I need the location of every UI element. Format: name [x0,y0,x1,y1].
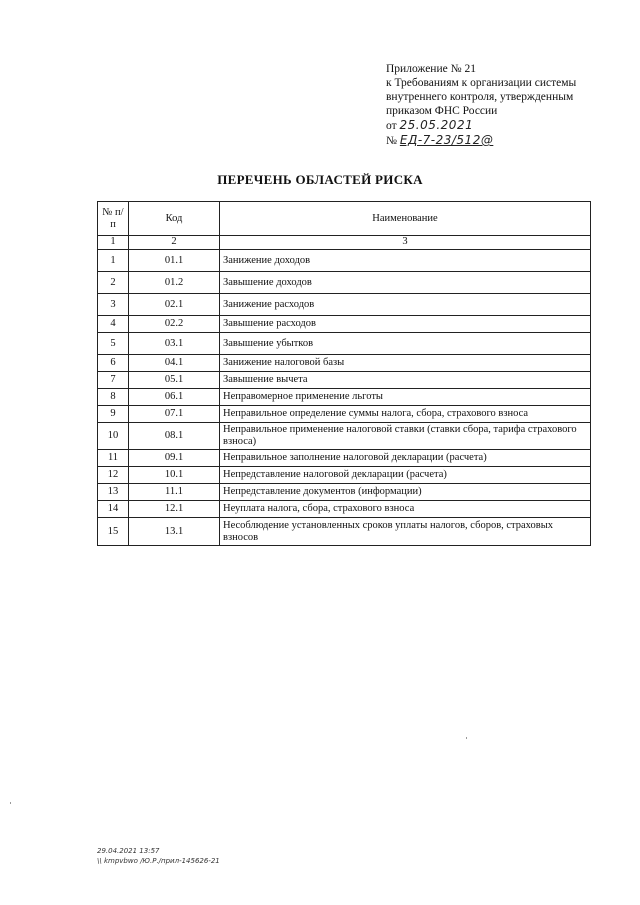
header-index: № п/п [98,202,129,236]
appendix-number: Приложение № 21 [386,63,476,75]
table-row [98,406,591,423]
row-name: Завышение убытков [220,333,591,355]
row-index: 7 [98,372,129,389]
row-name: Завышение доходов [220,272,591,294]
table-row [98,484,591,501]
footer-file: \\ kmpvbwo /Ю.Р./прил-145626-21 [97,857,220,865]
row-index: 10 [98,423,129,450]
table-row [98,501,591,518]
row-name: Непредставление документов (информации) [220,484,591,501]
row-name: Непредставление налоговой декларации (расчета) [220,467,591,484]
row-index: 3 [98,294,129,316]
order-date-line [386,118,616,133]
row-code: 02.2 [129,316,220,333]
table-row [98,333,591,355]
row-code: 03.1 [129,333,220,355]
row-name: Занижение доходов [220,250,591,272]
order-number-line [386,133,616,148]
column-number: 2 [129,236,220,250]
order-number-handwritten: ЕД-7-23/512@ [399,133,494,147]
table-row [98,272,591,294]
row-name: Неправильное применение налоговой ставки (ставки сбора, тарифа страхового взноса) [220,423,591,450]
row-code: 08.1 [129,423,220,450]
footer [97,846,220,866]
table-row [98,518,591,546]
row-code: 01.1 [129,250,220,272]
order-date-label: от [386,120,397,132]
appendix-header [386,62,616,148]
row-code: 06.1 [129,389,220,406]
row-index: 5 [98,333,129,355]
table-row [98,389,591,406]
row-code: 13.1 [129,518,220,546]
row-code: 07.1 [129,406,220,423]
row-name: Завышение расходов [220,316,591,333]
row-code: 09.1 [129,450,220,467]
row-index: 2 [98,272,129,294]
row-index: 1 [98,250,129,272]
row-name: Неправильное определение суммы налога, сбора, страхового взноса [220,406,591,423]
row-code: 11.1 [129,484,220,501]
table-row [98,450,591,467]
scan-speck [10,802,11,804]
appendix-reference-cont: внутреннего контроля, утвержденным [386,91,574,103]
row-name: Неправомерное применение льготы [220,389,591,406]
row-index: 14 [98,501,129,518]
header-code: Код [129,202,220,236]
header-name: Наименование [220,202,591,236]
row-index: 11 [98,450,129,467]
row-code: 04.1 [129,355,220,372]
order-number-label: № [386,135,397,147]
page-title: ПЕРЕЧЕНЬ ОБЛАСТЕЙ РИСКА [217,172,423,187]
row-code: 12.1 [129,501,220,518]
scan-speck [466,737,467,739]
row-name: Занижение налоговой базы [220,355,591,372]
row-name: Завышение вычета [220,372,591,389]
row-index: 9 [98,406,129,423]
row-index: 12 [98,467,129,484]
row-code: 05.1 [129,372,220,389]
risk-areas-table [97,201,591,546]
table-row [98,467,591,484]
column-number: 3 [220,236,591,250]
row-code: 10.1 [129,467,220,484]
table-row [98,423,591,450]
row-index: 6 [98,355,129,372]
row-name: Несоблюдение установленных сроков уплаты налогов, сборов, страховых взносов [220,518,591,546]
row-name: Занижение расходов [220,294,591,316]
row-index: 13 [98,484,129,501]
table-row [98,250,591,272]
row-name: Неуплата налога, сбора, страхового взноса [220,501,591,518]
order-date-handwritten: 25.05.2021 [399,118,474,132]
footer-timestamp: 29.04.2021 13:57 [97,847,160,855]
row-name: Неправильное заполнение налоговой декларации (расчета) [220,450,591,467]
row-index: 4 [98,316,129,333]
table-row [98,372,591,389]
column-number: 1 [98,236,129,250]
table-row [98,355,591,372]
column-number-row [98,236,591,250]
row-index: 8 [98,389,129,406]
appendix-reference: к Требованиям к организации системы [386,77,577,89]
row-code: 02.1 [129,294,220,316]
table-header-row [98,202,591,236]
table-row [98,316,591,333]
row-code: 01.2 [129,272,220,294]
appendix-order: приказом ФНС России [386,105,498,117]
table-row [98,294,591,316]
row-index: 15 [98,518,129,546]
